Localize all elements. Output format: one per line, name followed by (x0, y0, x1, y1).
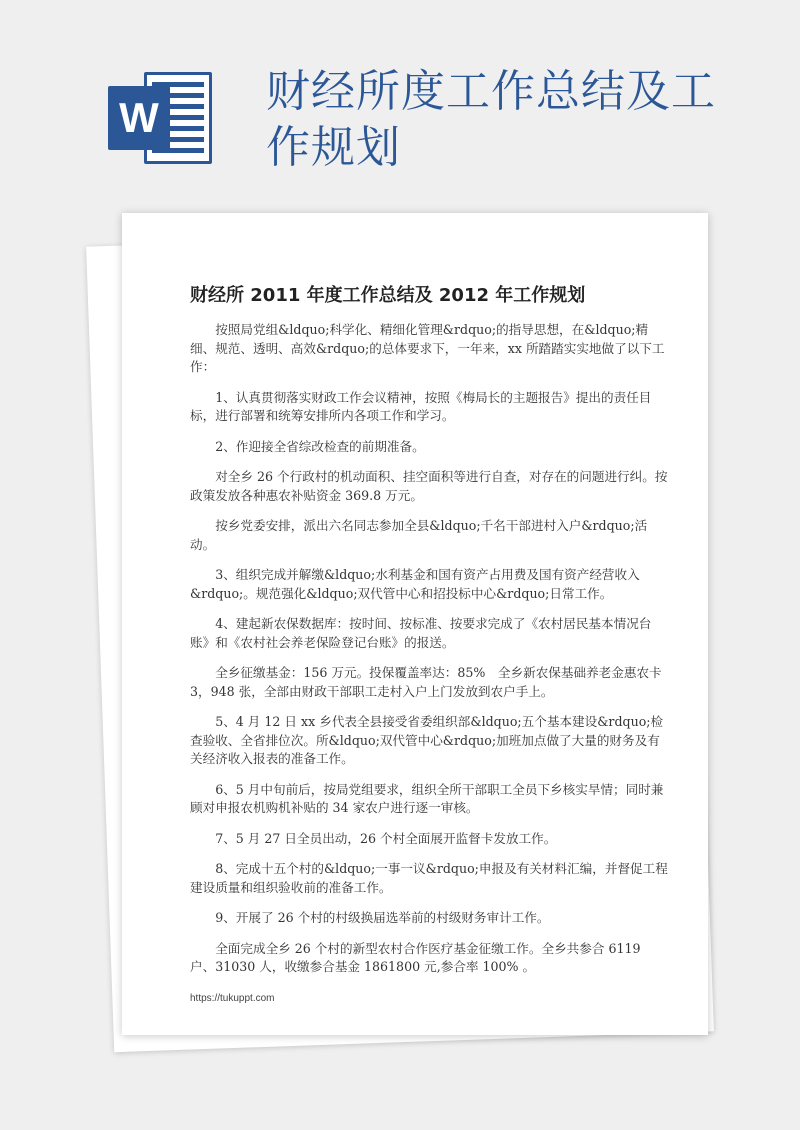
paragraph: 按照局党组&ldquo;科学化、精细化管理&rdquo;的指导思想，在&ldquo;精细、规范、透明、高效&rdquo;的总体要求下，一年来，xx 所踏踏实实地做了以下工作： (190, 322, 665, 374)
paragraph: 全面完成全乡 26 个村的新型农村合作医疗基金征缴工作。全乡共参合 6119 户、31030 人，收缴参合基金 1861800 元,参合率 100% 。 (190, 940, 641, 974)
page-title: 财经所度工作总结及工作规划 (266, 66, 716, 173)
word-letter-badge: W (108, 86, 170, 150)
paragraph: 9、开展了 26 个村的村级换届选举前的村级财务审计工作。 (215, 910, 550, 925)
document-body (190, 321, 668, 989)
paragraph: 3、组织完成并解缴&ldquo;水利基金和国有资产占用费及国有资产经营收入&rdquo;。规范强化&ldquo;双代管中心和招投标中心&rdquo;日常工作。 (190, 567, 640, 601)
paragraph: 7、5 月 27 日全员出动，26 个村全面展开监督卡发放工作。 (215, 830, 557, 846)
paragraph: 8、完成十五个村的&ldquo;一事一议&rdquo;申报及有关材料汇编，并督促工程建设质量和组织验收前的准备工作。 (190, 861, 668, 895)
paragraph: 4、建起新农保数据库：按时间、按标准、按要求完成了《农村居民基本情况台账》和《农村社会养老保险登记台账》的报送。 (190, 616, 652, 650)
paragraph: 全乡征缴基金：156 万元。投保覆盖率达：85% 全乡新农保基础养老金惠农卡 3，948 张，全部由财政干部职工走村入户上门发放到农户手上。 (190, 665, 662, 699)
paragraph: 1、认真贯彻落实财政工作会议精神，按照《梅局长的主题报告》提出的责任目标，进行部署和统筹安排所内各项工作和学习。 (190, 389, 652, 423)
document-title: 财经所 2011 年度工作总结及 2012 年工作规划 (190, 285, 586, 306)
paragraph: 2、作迎接全省综改检查的前期准备。 (215, 438, 425, 454)
source-url: https://tukuppt.com (190, 993, 275, 1004)
paragraph: 按乡党委安排，派出六名同志参加全县&ldquo;千名干部进村入户&rdquo;活动。 (190, 518, 648, 552)
document-page (122, 213, 708, 1035)
word-document-icon (108, 68, 214, 168)
paragraph: 6、5 月中旬前后，按局党组要求，组织全所干部职工全员下乡核实旱情；同时兼顾对申报农机购机补贴的 34 家农户进行逐一审核。 (190, 781, 664, 815)
page-header (0, 0, 800, 200)
paragraph: 对全乡 26 个行政村的机动面积、挂空面积等进行自查，对存在的问题进行纠。按政策发放各种惠农补贴资金 369.8 万元。 (190, 469, 668, 503)
paragraph: 5、4 月 12 日 xx 乡代表全县接受省委组织部&ldquo;五个基本建设&rdquo;检查验收、全省排位次。所&ldquo;双代管中心&rdquo;加班加点做了大量的财务及有关经济收入报表的准备工作。 (190, 714, 664, 766)
